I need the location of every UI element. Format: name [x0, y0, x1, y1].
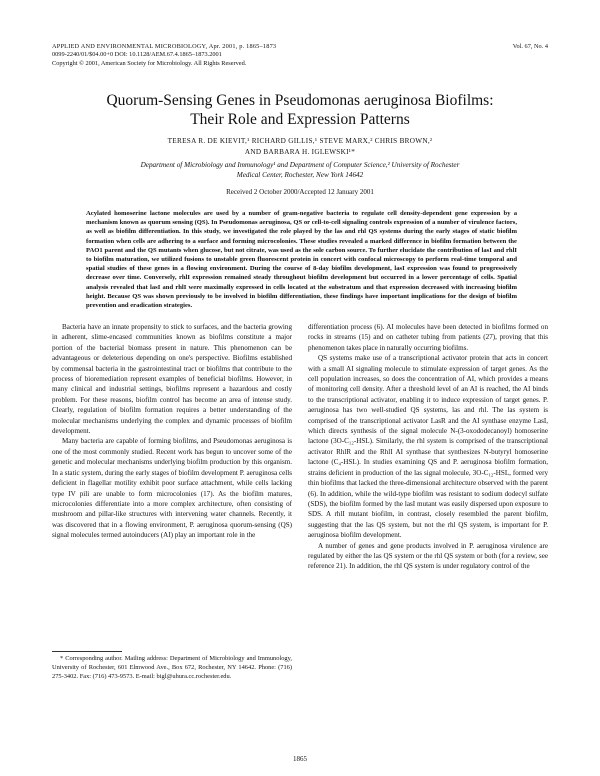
body-column-right [308, 322, 548, 572]
body-paragraph: Many bacteria are capable of forming biofilms, and Pseudomonas aeruginosa is one of the most commonly studied. Recent work has begun to uncover some of the genetic and molecular mechanisms underlying biofilm production by this organism. In a static system, during the early stages of biofilm development P. aeruginosa cells deficient in flagellar motility exhibit poor surface attachment, while cells lacking type IV pili are unable to form microcolonies (17). As the biofilm matures, microcolonies differentiate into a more complex architecture, often consisting of mushroom and pillar-like structures with intervening water channels. Recently, it was discovered that in a flowing environment, P. aeruginosa quorum-sensing (QS) signal molecules termed autoinducers (AI) play an important role in the [52, 437, 292, 540]
volume-issue: Vol. 67, No. 4 [512, 43, 548, 50]
body-column-left [52, 322, 292, 541]
article-title [52, 91, 548, 129]
affiliation-line-1: Department of Microbiology and Immunology¹ and Department of Computer Science,² University of Rochester [140, 161, 460, 169]
authors-line-2: AND BARBARA H. IGLEWSKI¹* [244, 147, 356, 156]
affiliation [100, 161, 500, 181]
title-line-2: Their Role and Expression Patterns [190, 111, 410, 128]
page-number: 1865 [293, 755, 307, 763]
body-paragraph: A number of genes and gene products involved in P. aeruginosa virulence are regulated by either the las QS system or the rhl QS system or both (for a review, see reference 21). In addition, the rhl QS system is under regulatory control of the [308, 541, 548, 571]
abstract: Acylated homoserine lactone molecules are used by a number of gram-negative bacteria to regulate cell density-dependent gene expression by a mechanism known as quorum sensing (QS). In Pseudomonas aeruginosa, QS or cell-to-cell signaling controls expression of a number of virulence factors, as well as biofilm differentiation. In this study, we investigated the role played by the las and rhl QS systems during the early stages of static biofilm formation when cells are adhering to a surface and forming microcolonies. These studies revealed a marked difference in biofilm formation between the PAO1 parent and the QS mutants when glucose, but not citrate, was used as the sole carbon source. To further elucidate the contribution of lasI and rhlI to biofilm maturation, we utilized fusions to unstable green fluorescent protein in concert with confocal microscopy to perform real-time temporal and spatial studies of these genes in a flowing environment. During the course of 8-day biofilm development, lasI expression was found to progressively decrease over time. Conversely, rhlI expression remained steady throughout biofilm development but occurred in a lower percentage of cells. Spatial analysis revealed that lasI and rhlI were maximally expressed in cells located at the substratum and that expression decreased with increasing biofilm height. Because QS was shown previously to be involved in biofilm differentiation, these findings have important implications for the design of biofilm prevention and eradication strategies. [86, 210, 517, 310]
footnote-rule [52, 651, 122, 652]
author-list [100, 136, 500, 157]
authors-line-1: TERESA R. DE KIEVIT,¹ RICHARD GILLIS,¹ STEVE MARX,² CHRIS BROWN,² [167, 137, 433, 145]
body-paragraph: differentiation process (6). AI molecules have been detected in biofilms formed on rocks in streams (15) and on catheter tubing from patients (27), proving that this phenomenon takes place in naturally occurring biofilms. [308, 323, 548, 352]
doi-line: 0099-2240/01/$04.00+0 DOI: 10.1128/AEM.67.4.1865–1873.2001 [52, 51, 222, 59]
received-dates: Received 2 October 2000/Accepted 12 January 2001 [226, 188, 374, 196]
running-header [52, 43, 548, 68]
corresponding-author-footnote: * Corresponding author. Mailing address: Department of Microbiology and Immunology, University of Rochester, 601 Elmwood Ave., Box 672, Rochester, NY 14642. Phone: (716) 275-3402. Fax: (716) 473-9573. E-mail: bigl@uhura.cc.rochester.edu. [52, 655, 292, 680]
title-line-1: Quorum-Sensing Genes in Pseudomonas aeruginosa Biofilms: [106, 92, 494, 109]
affiliation-line-2: Medical Center, Rochester, New York 14642 [236, 170, 364, 179]
journal-citation: APPLIED AND ENVIRONMENTAL MICROBIOLOGY, Apr. 2001, p. 1865–1873 [52, 43, 277, 50]
body-paragraph: QS systems make use of a transcriptional activator protein that acts in concert with a small AI signaling molecule to stimulate expression of target genes. As the cell population increases, so does the concentration of AI, which provides a means of monitoring cell density. After a threshold level of an AI is reached, the AI binds to the transcriptional activator, enabling it to induce expression of target genes. P. aeruginosa has two well-studied QS systems, las and rhl. The las system is comprised of the transcriptional activator LasR and the AI synthase enzyme LasI, which directs synthesis of the signal molecule N-(3-oxododecanoyl) homoserine lactone (3O-C₁₂-HSL). Similarly, the rhl system is comprised of the transcriptional activator RhlR and the RhlI AI synthase that synthesizes N-butyryl homoserine lactone (C₄-HSL). In studies examining QS and P. aeruginosa biofilm formation, strains deficient in production of the las signal molecule, 3O-C₁₂-HSL, formed very thin biofilms that lacked the three-dimensional architecture observed with the parent (6). In addition, while the wild-type biofilm was resistant to sodium dodecyl sulfate (SDS), the biofilm formed by the lasI mutant was easily dispersed upon exposure to SDS. A rhlI mutant biofilm, in contrast, closely resembled the parent biofilm, suggesting that the las QS system, but not the rhl QS system, is important for P. aeruginosa biofilm development. [308, 354, 548, 540]
body-paragraph: Bacteria have an innate propensity to stick to surfaces, and the bacteria growing in adherent, slime-encased communities known as biofilms constitute a major portion of the bacterial biomass present in nature. This phenomenon can be advantageous or deleterious depending on one's perspective. Biofilms established by commensal bacteria in the gastrointestinal tract or biofilms that contribute to the process of bioremediation represent examples of beneficial biofilms. However, in many clinical and industrial settings, biofilms represent a hazardous and costly problem. For these reasons, biofilm control has become an area of intense study. Clearly, regulation of biofilm formation requires a better understanding of the molecular mechanisms underlying the complex and dynamic processes of biofilm development. [52, 323, 292, 436]
copyright-line: Copyright © 2001, American Society for Microbiology. All Rights Reserved. [52, 59, 247, 67]
